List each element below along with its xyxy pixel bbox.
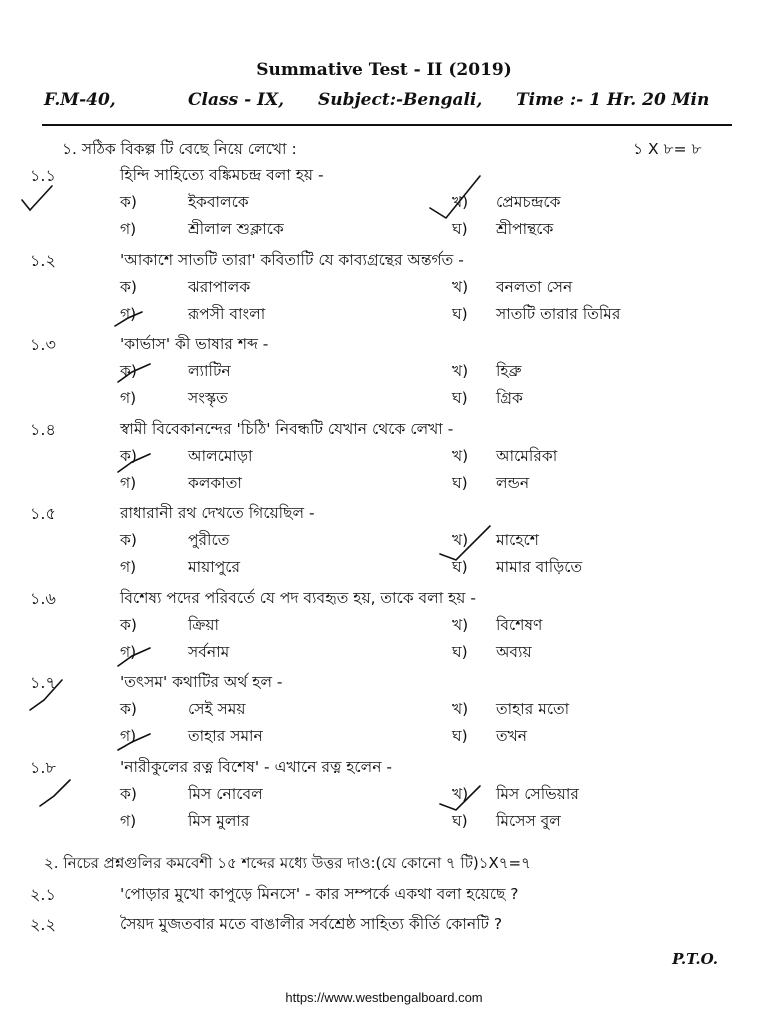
- question-number: ১.৮: [30, 757, 56, 777]
- option-d-marker: ঘ): [452, 811, 468, 830]
- option-d-marker: ঘ): [452, 473, 468, 492]
- option-c-marker: গ): [120, 811, 137, 830]
- option-a-marker: ক): [120, 784, 137, 803]
- question-text: সৈয়দ মুজতবার মতে বাঙালীর সর্বশ্রেষ্ঠ সাহিত্য কীর্তি কোনটি ?: [120, 915, 503, 933]
- option-c-marker: গ): [120, 727, 137, 745]
- option-d: সাতটি তারার তিমির: [496, 304, 621, 323]
- option-b: বনলতা সেন: [496, 277, 573, 296]
- option-a: আলমোড়া: [188, 446, 253, 465]
- question-number: ১.৫: [30, 504, 56, 523]
- option-d: তখন: [496, 727, 528, 745]
- footer-url: https://www.westbengalboard.com: [285, 990, 483, 1005]
- option-c-marker: গ): [120, 304, 137, 323]
- option-b-marker: খ): [452, 193, 469, 211]
- question-text: 'পোড়ার মুখো কাপুড়ে মিনসে' - কার সম্পর্কে একথা বলা হয়েছে ?: [120, 885, 519, 903]
- option-d: মামার বাড়িতে: [496, 558, 583, 576]
- section1-marks: ১ X ৮= ৮: [633, 140, 702, 158]
- option-c: মায়াপুরে: [188, 558, 241, 576]
- time-label: Time :- 1 Hr. 20 Min: [516, 90, 710, 110]
- question-text: 'তৎসম' কথাটির অর্থ হল -: [120, 673, 283, 691]
- option-a-marker: ক): [120, 277, 137, 296]
- option-d: শ্রীপান্থকে: [496, 220, 554, 238]
- full-marks: F.M-40,: [44, 90, 116, 110]
- option-d-marker: ঘ): [452, 220, 468, 238]
- option-a-marker: ক): [120, 531, 137, 549]
- tick-mark: [40, 780, 70, 806]
- option-d: মিসেস বুল: [496, 811, 561, 830]
- option-b-marker: খ): [452, 531, 469, 549]
- option-c-marker: গ): [120, 220, 137, 238]
- exam-title: Summative Test - II (2019): [256, 60, 512, 80]
- option-c-marker: গ): [120, 473, 137, 492]
- option-b-marker: খ): [452, 446, 469, 465]
- option-b-marker: খ): [452, 615, 469, 634]
- option-c: শ্রীলাল শুক্লাকে: [188, 220, 284, 238]
- option-d: গ্রিক: [496, 389, 523, 407]
- option-a: মিস নোবেল: [188, 784, 263, 803]
- question-text: স্বামী বিবেকানন্দের 'চিঠি' নিবন্ধটি যেখান থেকে লেখা -: [120, 419, 454, 438]
- question-text: রাধারানী রথ দেখতে গিয়েছিল -: [120, 504, 315, 522]
- question-number: ২.২: [30, 915, 56, 934]
- option-d: অব্যয়: [496, 642, 532, 661]
- option-c-marker: গ): [120, 389, 137, 407]
- option-a: সেই সময়: [188, 700, 246, 718]
- option-b: আমেরিকা: [496, 446, 558, 465]
- question-number: ১.৬: [30, 588, 56, 608]
- option-b: তাহার মতো: [496, 700, 570, 718]
- option-b: প্রেমচন্দ্রকে: [496, 193, 561, 211]
- pto-label: P.T.O.: [672, 950, 718, 968]
- question-text: বিশেষ্য পদের পরিবর্তে যে পদ ব্যবহৃত হয়, তাকে বলা হয় -: [120, 588, 476, 607]
- question-number: ২.১: [30, 885, 56, 904]
- option-a: ইকবালকে: [188, 193, 249, 211]
- option-b: বিশেষণ: [496, 615, 543, 634]
- question-text: হিন্দি সাহিত্যে বঙ্কিমচন্দ্র বলা হয় -: [120, 166, 324, 184]
- question-text: 'আকাশে সাতটি তারা' কবিতাটি যে কাব্যগ্রন্থের অন্তর্গত -: [120, 250, 464, 269]
- option-a: ঝরাপালক: [188, 277, 251, 296]
- option-c-marker: গ): [120, 642, 137, 661]
- section1-instruction: ১. সঠিক বিকল্প টি বেছে নিয়ে লেখো :: [62, 140, 297, 158]
- option-a-marker: ক): [120, 193, 137, 211]
- option-b: মাহেশে: [496, 531, 539, 549]
- question-number: ১.১: [30, 166, 56, 185]
- option-b: হিব্রু: [496, 362, 522, 380]
- option-a: ল্যাটিন: [188, 362, 231, 380]
- option-a: ক্রিয়া: [188, 615, 220, 634]
- option-d: লন্ডন: [496, 473, 530, 492]
- option-b-marker: খ): [452, 700, 469, 718]
- option-b: মিস সেভিয়ার: [496, 784, 579, 803]
- option-d-marker: ঘ): [452, 304, 468, 323]
- option-b-marker: খ): [452, 784, 469, 803]
- option-d-marker: ঘ): [452, 558, 468, 576]
- option-a-marker: ক): [120, 615, 137, 634]
- option-b-marker: খ): [452, 362, 469, 380]
- section2-instruction: ২. নিচের প্রশ্নগুলির কমবেশী ১৫ শব্দের মধ্যে উত্তর দাও:(যে কোনো ৭ টি)১X৭=৭: [44, 854, 531, 872]
- option-b-marker: খ): [452, 277, 469, 296]
- option-c: সংস্কৃত: [188, 389, 228, 407]
- subject-label: Subject:-Bengali,: [318, 90, 483, 110]
- option-a-marker: ক): [120, 700, 137, 718]
- option-c: রূপসী বাংলা: [188, 304, 266, 323]
- question-text: 'কার্ভাস' কী ভাষার শব্দ -: [120, 335, 269, 353]
- option-a-marker: ক): [120, 362, 137, 380]
- question-number: ১.৭: [30, 673, 56, 692]
- header-rule: [42, 124, 732, 126]
- option-c: কলকাতা: [188, 473, 242, 492]
- option-a-marker: ক): [120, 446, 137, 465]
- option-c: মিস মুলার: [188, 811, 250, 830]
- question-number: ১.৩: [30, 335, 56, 354]
- option-d-marker: ঘ): [452, 727, 468, 745]
- option-c-marker: গ): [120, 558, 137, 576]
- option-c: সর্বনাম: [188, 642, 230, 661]
- question-number: ১.২: [30, 250, 56, 270]
- question-text: 'নারীকুলের রত্ন বিশেষ' - এখানে রত্ন হলেন -: [120, 757, 392, 776]
- option-c: তাহার সমান: [188, 727, 263, 745]
- question-number: ১.৪: [30, 419, 56, 439]
- option-d-marker: ঘ): [452, 389, 468, 407]
- option-a: পুরীতে: [188, 531, 230, 549]
- option-d-marker: ঘ): [452, 642, 468, 661]
- class-label: Class - IX,: [188, 90, 285, 110]
